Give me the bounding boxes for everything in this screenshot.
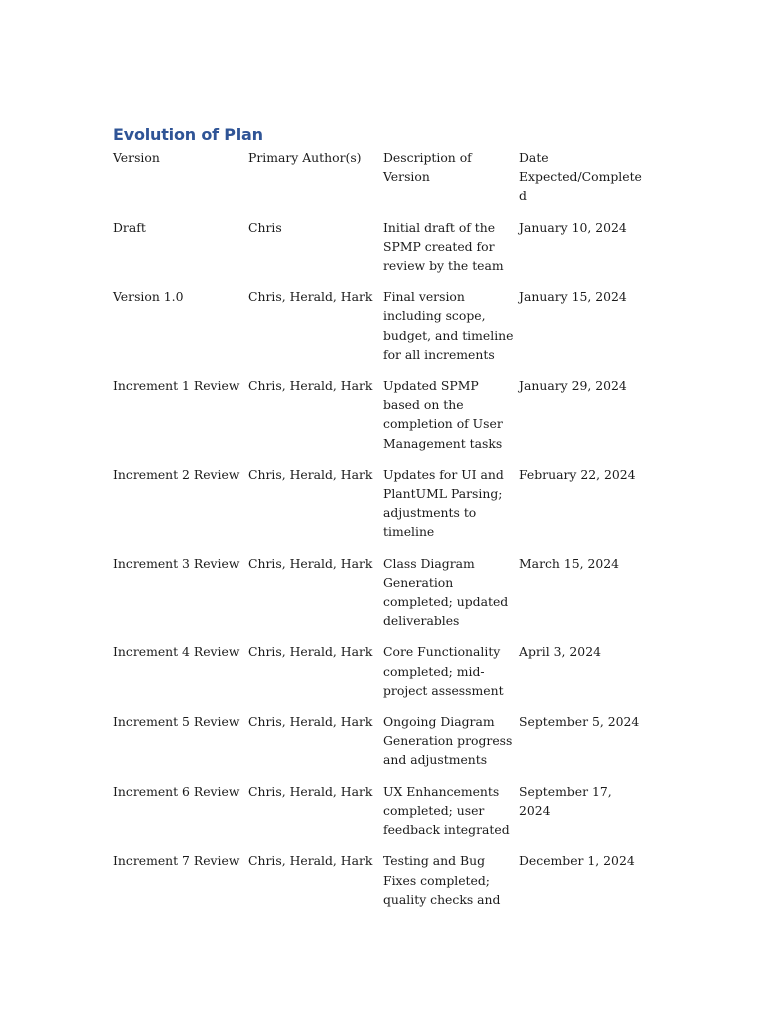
cell-date: February 22, 2024 — [519, 466, 636, 482]
cell-version: Increment 2 Review — [113, 466, 240, 482]
cell-description: Updates for UI and PlantUML Parsing; adjustments to timeline — [383, 466, 504, 540]
cell-authors: Chris, Herald, Hark — [248, 378, 373, 394]
cell-description: Testing and Bug Fixes completed; quality checks and — [383, 853, 501, 907]
cell-version: Version 1.0 — [113, 289, 184, 305]
plan-evolution-table — [113, 148, 653, 921]
cell-version: Increment 7 Review — [113, 853, 240, 869]
cell-authors: Chris, Herald, Hark — [248, 644, 373, 660]
column-header-description: Description of Version — [383, 150, 472, 185]
cell-authors: Chris, Herald, Hark — [248, 714, 373, 730]
cell-date: March 15, 2024 — [519, 555, 620, 571]
table-row — [113, 554, 653, 643]
cell-authors: Chris — [248, 219, 282, 235]
table-header-row — [113, 148, 653, 218]
cell-description: UX Enhancements completed; user feedback integrated — [383, 783, 510, 838]
cell-date: January 29, 2024 — [519, 378, 627, 394]
table-row — [113, 376, 653, 465]
cell-description: Class Diagram Generation completed; updated deliverables — [383, 555, 509, 629]
cell-version: Increment 5 Review — [113, 714, 240, 730]
table-row — [113, 712, 653, 782]
cell-date: January 10, 2024 — [519, 219, 627, 235]
cell-date: September 17, 2024 — [519, 783, 612, 818]
cell-version: Increment 6 Review — [113, 783, 240, 799]
cell-description: Core Functionality completed; mid-project assessment — [383, 644, 504, 698]
cell-version: Increment 1 Review — [113, 378, 240, 394]
cell-description: Initial draft of the SPMP created for review by the team — [383, 219, 504, 274]
column-header-date: Date Expected/Completed — [519, 150, 642, 204]
cell-description: Updated SPMP based on the completion of User Management tasks — [383, 378, 503, 451]
cell-date: December 1, 2024 — [519, 853, 635, 869]
cell-date: April 3, 2024 — [519, 644, 601, 660]
cell-authors: Chris, Herald, Hark — [248, 466, 373, 482]
table-row — [113, 287, 653, 376]
cell-version: Increment 4 Review — [113, 644, 240, 660]
cell-authors: Chris, Herald, Hark — [248, 555, 373, 571]
table-row — [113, 851, 653, 921]
table-row — [113, 642, 653, 712]
cell-authors: Chris, Herald, Hark — [248, 289, 373, 305]
cell-authors: Chris, Herald, Hark — [248, 783, 373, 799]
cell-version: Draft — [113, 219, 146, 235]
cell-version: Increment 3 Review — [113, 555, 240, 571]
table-row — [113, 782, 653, 852]
cell-authors: Chris, Herald, Hark — [248, 853, 373, 869]
column-header-authors: Primary Author(s) — [248, 150, 362, 165]
cell-date: September 5, 2024 — [519, 714, 640, 730]
cell-description: Ongoing Diagram Generation progress and adjustments — [383, 714, 513, 768]
table-row — [113, 218, 653, 288]
table-row — [113, 465, 653, 554]
cell-description: Final version including scope, budget, and timeline for all increments — [383, 289, 514, 362]
section-heading: Evolution of Plan — [113, 125, 263, 144]
cell-date: January 15, 2024 — [519, 289, 627, 305]
column-header-version: Version — [113, 150, 160, 165]
